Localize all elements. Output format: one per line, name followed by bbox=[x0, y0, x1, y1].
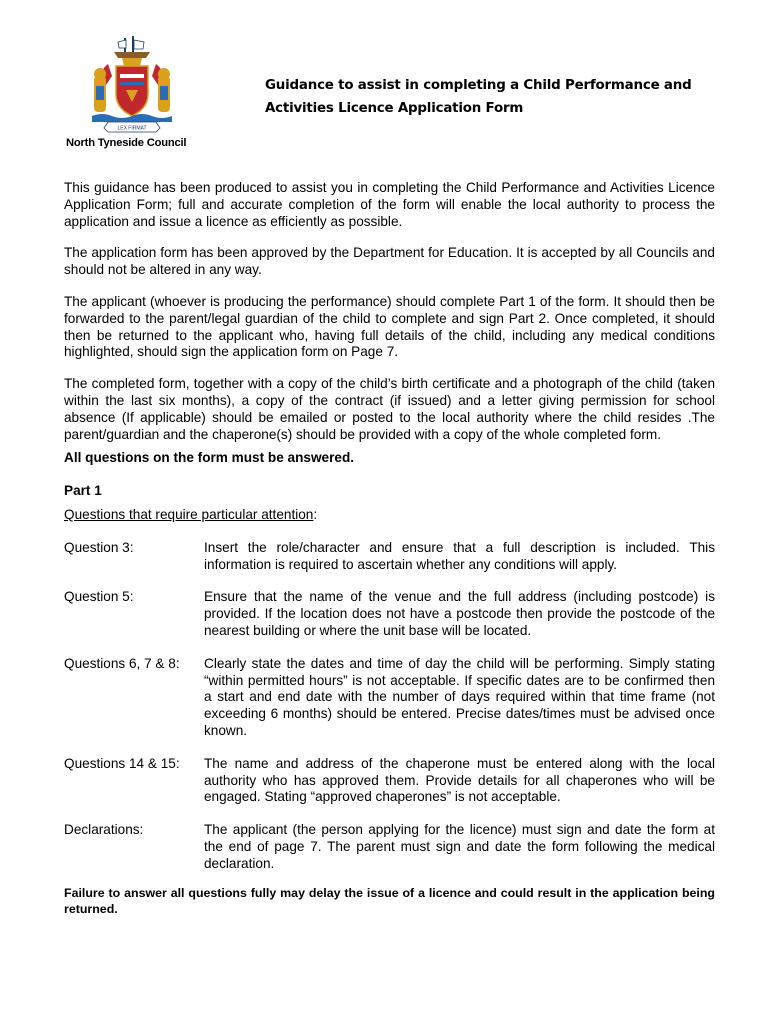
question-label: Questions 14 & 15: bbox=[64, 755, 180, 771]
intro-paragraph-2: The application form has been approved by the Department for Education. It is accepted by all Councils and should not be altered in any way. bbox=[64, 245, 715, 278]
part1-subheading-text: Questions that require particular attention bbox=[64, 506, 314, 522]
part1-subheading-colon: : bbox=[313, 506, 318, 522]
coat-of-arms-icon bbox=[86, 36, 178, 134]
question-label: Declarations: bbox=[64, 822, 144, 838]
question-row bbox=[64, 540, 715, 574]
question-guidance: The applicant (the person applying for the licence) must sign and date the form at the end of page 7. The parent must sign and date the form following the medical declaration. bbox=[204, 822, 715, 871]
question-guidance: Clearly state the dates and time of day the child will be performing. Simply stating “within permitted hours” is not acceptable. If specific dates are to be confirmed then a start and end date with the number of days required within that time frame (not exceeding 6 months) should be entered. Precise dates/times must be advised once known. bbox=[204, 655, 715, 738]
document-body bbox=[64, 180, 715, 917]
intro-paragraph-1: This guidance has been produced to assist you in completing the Child Performance and Activities Licence Application Form; full and accurate completion of the form will enable the local authority to process the application and issue a licence as efficiently as possible. bbox=[64, 180, 715, 229]
page-title: Guidance to assist in completing a Child Performance and Activities Licence Application Form bbox=[265, 78, 692, 116]
part1-heading: Part 1 bbox=[64, 483, 102, 499]
question-row bbox=[64, 589, 715, 639]
question-row bbox=[64, 656, 715, 740]
failure-note: Failure to answer all questions fully may delay the issue of a licence and could result in the application being returned. bbox=[64, 885, 715, 916]
question-guidance: Ensure that the name of the venue and the full address (including postcode) is provided. If the location does not have a postcode then provide the postcode of the nearest building or where the unit base will be located. bbox=[204, 589, 715, 638]
question-row bbox=[64, 756, 715, 806]
intro-paragraph-3: The applicant (whoever is producing the performance) should complete Part 1 of the form. It should then be forwarded to the parent/legal guardian of the child to complete and sign Part 2. Once completed, it should then be returned to the applicant who, having full details of the child, including any medical conditions highlighted, should sign the application form on Page 7. bbox=[64, 293, 715, 360]
question-guidance: Insert the role/character and ensure that a full description is included. This information is required to ascertain whether any conditions will apply. bbox=[204, 539, 715, 572]
question-label: Question 3: bbox=[64, 539, 134, 555]
council-name: North Tyneside Council bbox=[66, 137, 187, 149]
question-label: Questions 6, 7 & 8: bbox=[64, 655, 180, 671]
council-logo bbox=[60, 36, 210, 154]
question-label: Question 5: bbox=[64, 589, 134, 605]
motto-text: LEX FIRMAT bbox=[117, 125, 147, 132]
intro-paragraph-4: The completed form, together with a copy of the child’s birth certificate and a photograph of the child (taken within the last six months), a copy of the contract (if issued) and a letter giving permission for school absence (If applicable) should be emailed or posted to the local authority where the child resides .The parent/guardian and the chaperone(s) should be provided with a copy of the whole completed form. bbox=[64, 376, 715, 442]
question-row bbox=[64, 822, 715, 872]
all-questions-note: All questions on the form must be answered. bbox=[64, 450, 355, 466]
part1-subheading bbox=[64, 507, 715, 524]
question-guidance: The name and address of the chaperone must be entered along with the local authority who has approved them. Provide details for all chaperones who will be engaged. Stating “approved chaperones” is not acceptable. bbox=[204, 755, 715, 805]
